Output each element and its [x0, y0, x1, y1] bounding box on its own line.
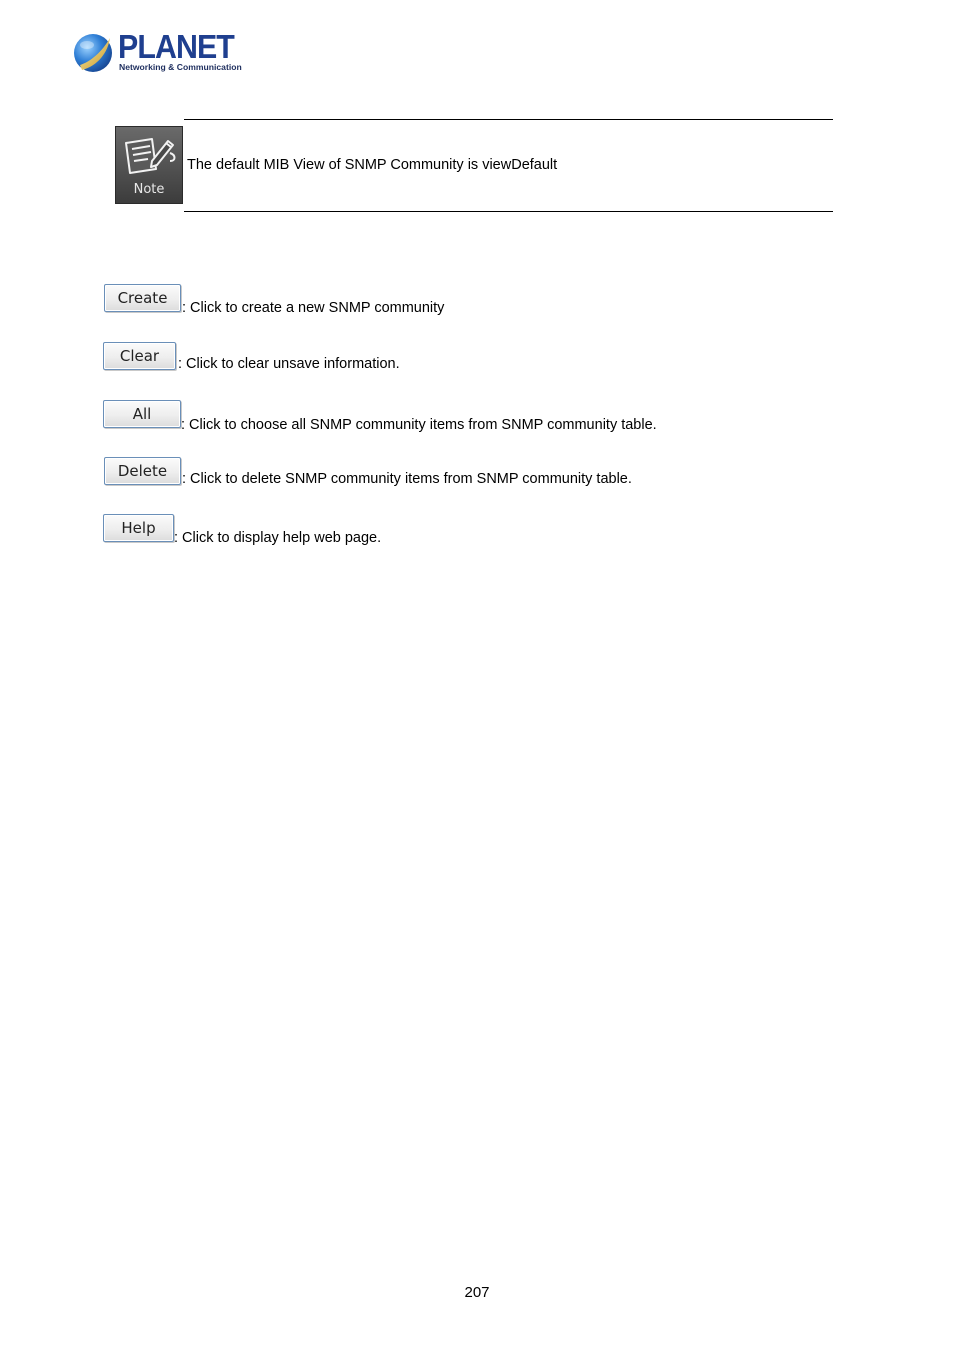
note-icon	[115, 126, 183, 204]
page-number: 207	[464, 1284, 490, 1301]
planet-logo	[72, 30, 242, 76]
logo-wordmark: PLANET	[118, 28, 234, 65]
help-button-description: : Click to display help web page.	[174, 530, 382, 546]
create-button-description: : Click to create a new SNMP community	[182, 300, 445, 316]
all-button[interactable]: All	[103, 400, 181, 428]
help-button[interactable]: Help	[103, 514, 174, 542]
logo-tagline: Networking & Communication	[119, 62, 242, 72]
note-top-rule	[184, 119, 833, 120]
delete-button[interactable]: Delete	[104, 457, 181, 485]
note-label: Note	[133, 182, 165, 197]
note-bottom-rule	[184, 211, 833, 212]
note-text: The default MIB View of SNMP Community is viewDefault	[187, 157, 558, 173]
clear-button[interactable]: Clear	[103, 342, 176, 370]
delete-button-description: : Click to delete SNMP community items from SNMP community table.	[182, 471, 632, 487]
all-button-description: : Click to choose all SNMP community items from SNMP community table.	[181, 417, 657, 433]
create-button[interactable]: Create	[104, 284, 181, 312]
pencil-paper-icon	[122, 135, 178, 179]
globe-icon	[72, 32, 114, 74]
clear-button-description: : Click to clear unsave information.	[178, 356, 400, 372]
